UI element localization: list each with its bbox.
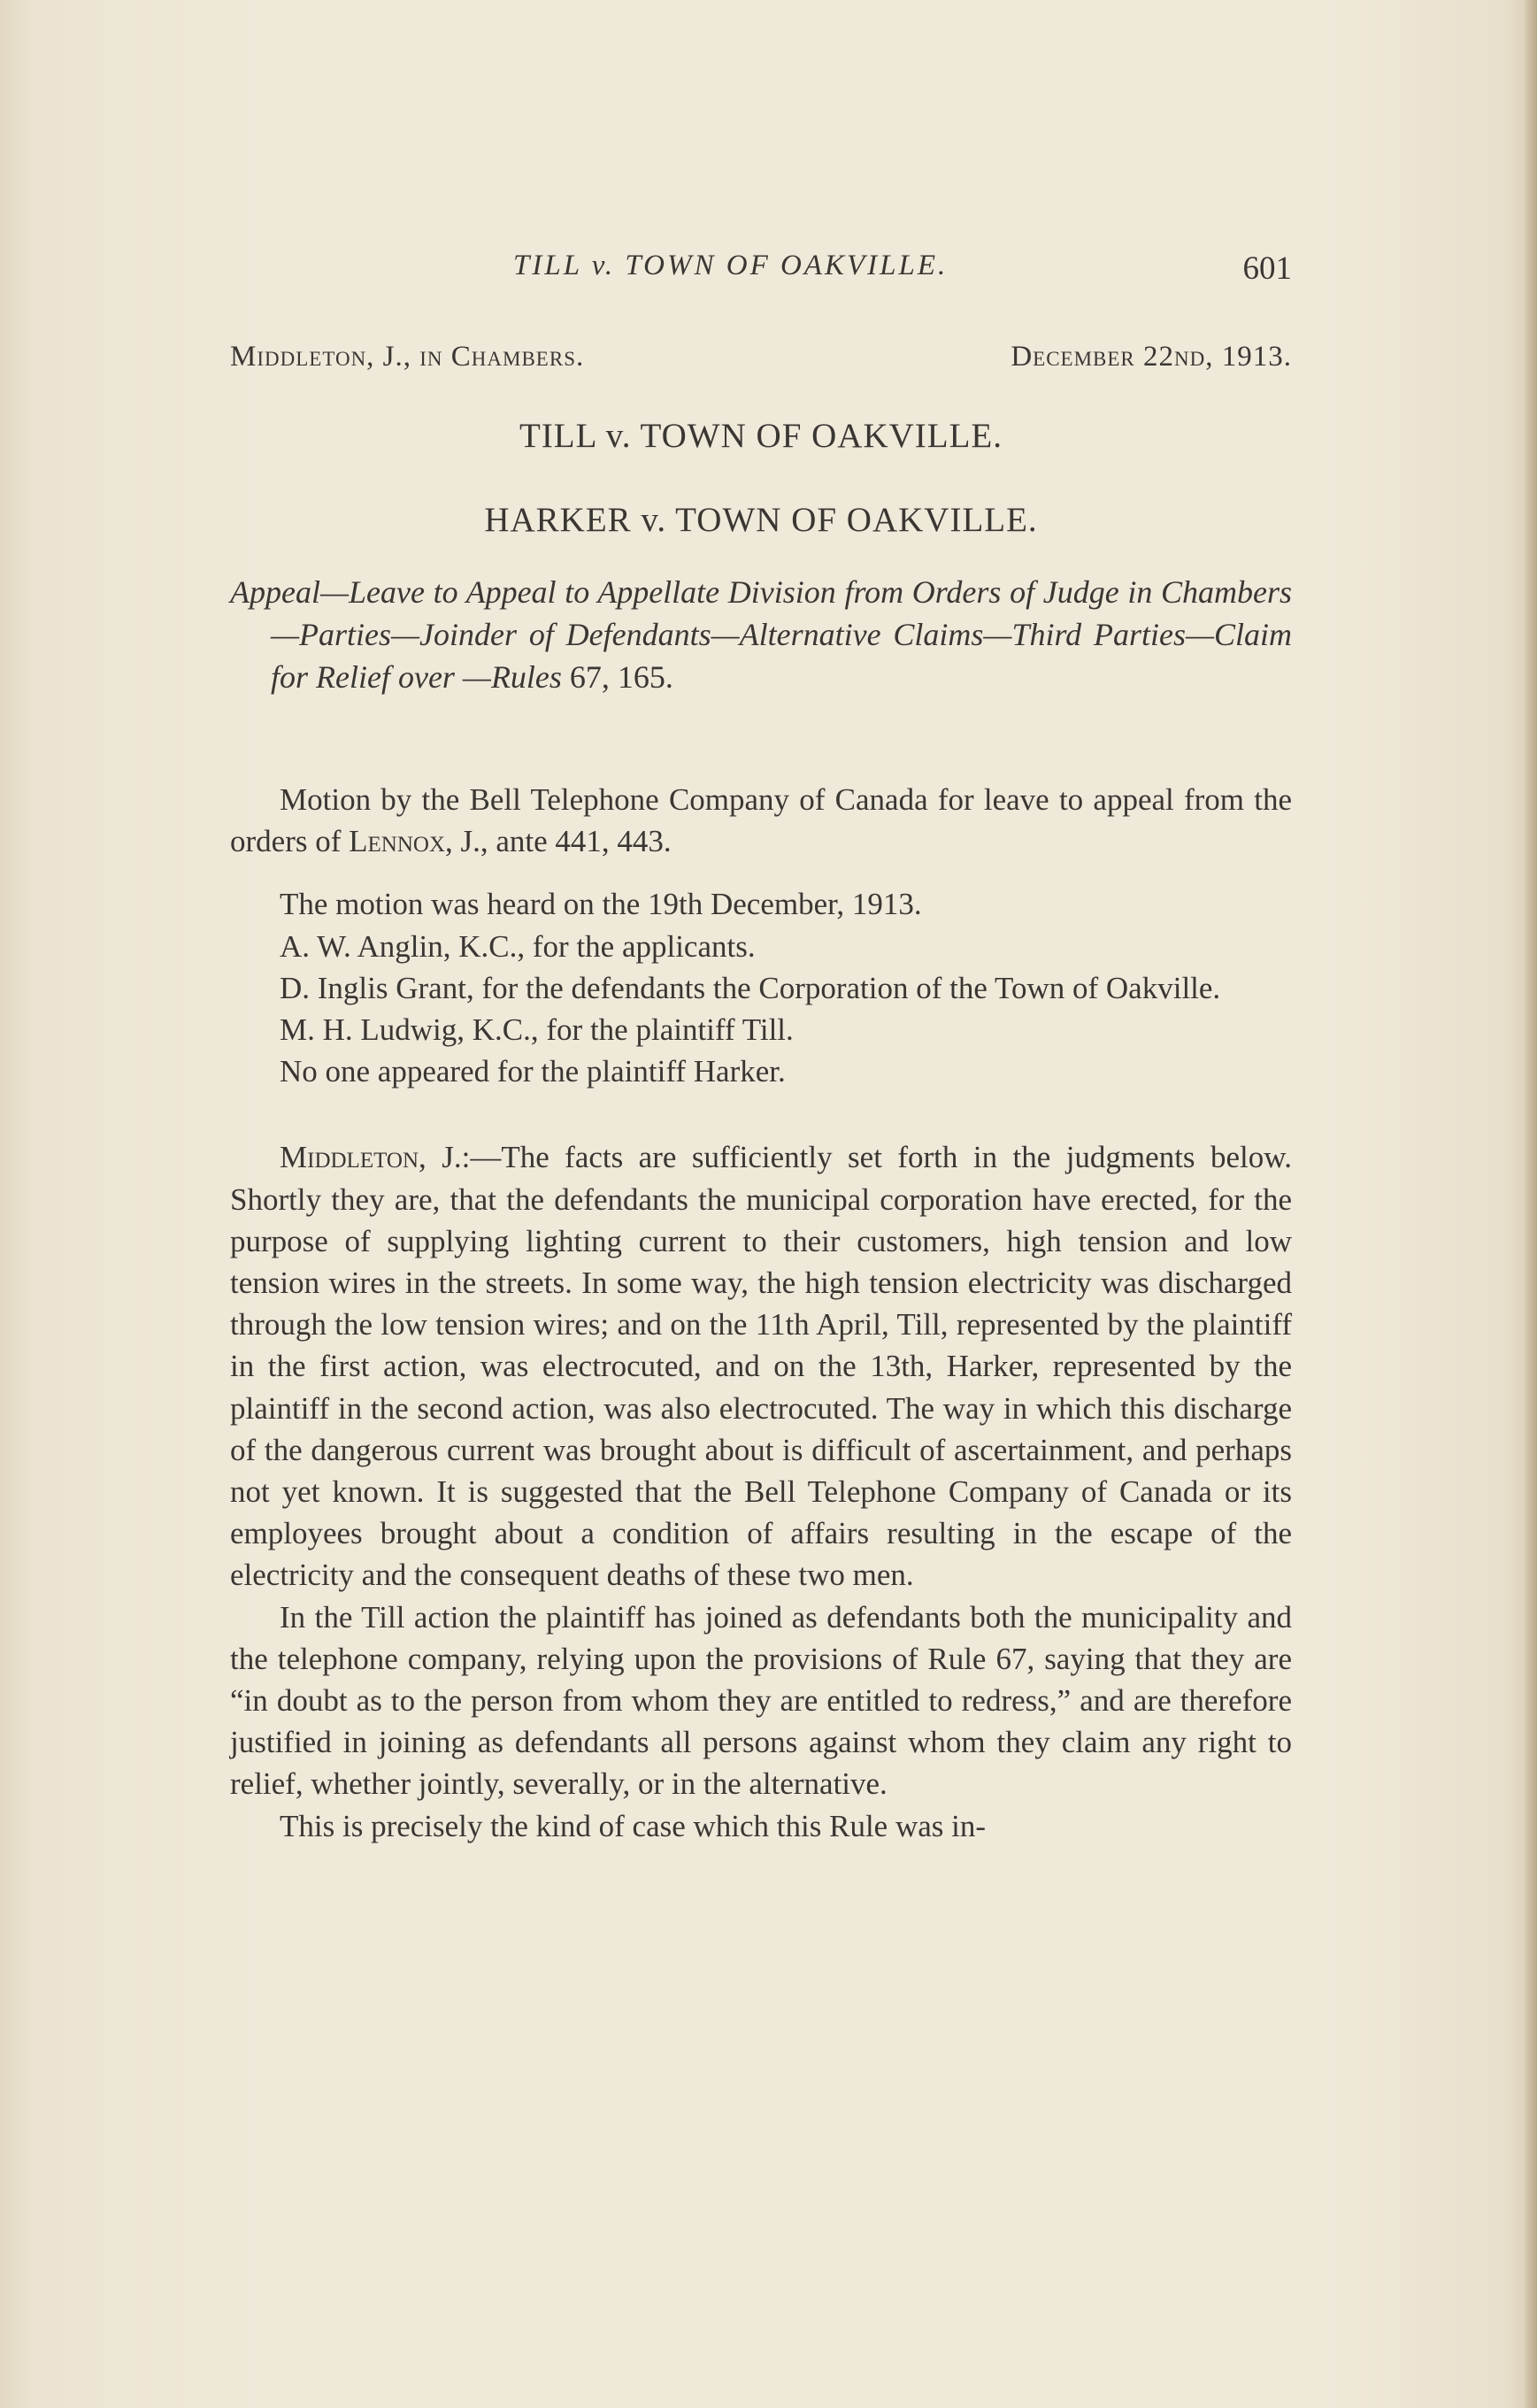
- hearing-date: The motion was heard on the 19th December, 1913.: [280, 887, 922, 922]
- counsel-defendants: D. Inglis Grant, for the defendants the Corporation of the Town of Oakville.: [280, 970, 1221, 1005]
- page-number: 601: [1242, 250, 1292, 287]
- motion-text-2: , J., ante 441, 443.: [445, 824, 672, 859]
- headnote: [230, 571, 1292, 698]
- judge-chambers: Middleton, J., in Chambers.: [230, 341, 585, 373]
- headnote-italic: Appeal—Leave to Appeal to Appellate Division from Orders of Judge in Chambers—Parties—Joinder of Defendants—Alternative Claims—Third Parties—Claim for Relief over —Rules: [230, 574, 1292, 695]
- judgment-text-1: , J.:—The facts are sufficiently set forth in the judgments below. Shortly they are, that the defendants the municipal corporation have erected, for the purpose of supplying lighting current to their customers, high tension and low tension wires in the streets. In some way, the high tension electricity was discharged through the low tension wires; and on the 11th April, Till, represented by the plaintiff in the first action, was electrocuted, and on the 13th, Harker, represented by the plaintiff in the second action, was also electrocuted. The way in which this discharge of the dangerous current was brought about is difficult of ascertainment, and perhaps not yet known. It is suggested that the Bell Telephone Company of Canada or its employees brought about a condition of affairs resulting in the escape of the electricity and the consequent deaths of these two men.: [230, 1140, 1292, 1593]
- counsel-plaintiff-harker: No one appeared for the plaintiff Harker.: [280, 1054, 786, 1089]
- motion-judge: Lennox: [349, 824, 445, 859]
- decision-date: December 22nd, 1913.: [1011, 341, 1292, 373]
- judgment-paragraph-1: [230, 1136, 1292, 1596]
- counsel-applicants: A. W. Anglin, K.C., for the applicants.: [280, 928, 756, 964]
- judgment-speaker: Middleton: [280, 1140, 419, 1175]
- body-text: [230, 779, 1292, 1847]
- case-title-till: TILL v. TOWN OF OAKVILLE.: [519, 417, 1003, 455]
- counsel-plaintiff-till: M. H. Ludwig, K.C., for the plaintiff Till.: [280, 1012, 794, 1048]
- motion-paragraph: [230, 779, 1292, 862]
- case-title-harker: HARKER v. TOWN OF OAKVILLE.: [484, 501, 1038, 539]
- judgment-paragraph-3: This is precisely the kind of case which this Rule was in-: [280, 1808, 987, 1843]
- running-head-title: TILL v. TOWN OF OAKVILLE.: [513, 250, 949, 281]
- judgment-paragraph-2: In the Till action the plaintiff has joined as defendants both the municipality and the telephone company, relying upon the provisions of Rule 67, saying that they are “in doubt as to the person from whom they are entitled to redress,” and are therefore justified in joining as defendants all persons against whom they claim any right to relief, whether jointly, severally, or in the alternative.: [230, 1599, 1292, 1802]
- motion-text-1: Motion by the Bell Telephone Company of Canada for leave to appeal from the orders of: [230, 782, 1292, 859]
- headnote-rules: 67, 165.: [561, 659, 673, 695]
- page-edge: [1525, 0, 1537, 2408]
